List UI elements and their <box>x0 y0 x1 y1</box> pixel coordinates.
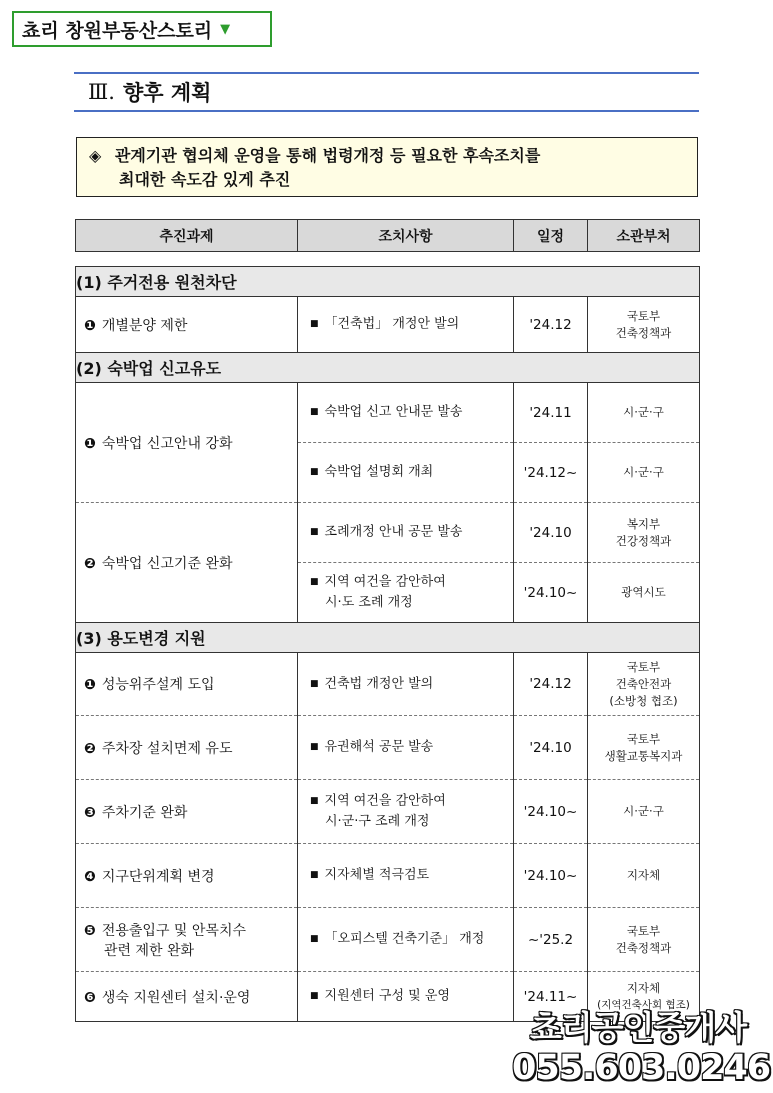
department-line: 국토부 <box>626 659 661 674</box>
task-cell <box>76 297 298 353</box>
square-bullet-icon: ■ <box>310 527 319 538</box>
square-bullet-icon: ■ <box>310 407 319 418</box>
task-text: 숙박업 신고기준 완화 <box>101 555 233 572</box>
task-cell <box>76 844 298 908</box>
action-text: 조례개정 안내 공문 발송 <box>324 524 463 540</box>
item-number: ❸ <box>84 804 96 821</box>
department-cell <box>588 716 700 780</box>
square-bullet-icon: ■ <box>310 934 319 945</box>
department-line: (지역건축사회 협조) <box>597 998 690 1011</box>
department-line: 건강정책과 <box>615 533 672 548</box>
department-cell: 지자체 <box>588 844 700 908</box>
table-row <box>76 383 700 443</box>
item-number: ❶ <box>84 317 96 334</box>
table-row <box>76 297 700 353</box>
action-text: 숙박업 신고 안내문 발송 <box>324 404 463 420</box>
header-task: 추진과제 <box>76 220 298 252</box>
section-number: Ⅲ. <box>88 80 115 104</box>
action-text: 건축법 개정안 발의 <box>324 676 434 692</box>
department-cell <box>588 908 700 972</box>
action-cell <box>298 844 514 908</box>
action-cell <box>298 383 514 443</box>
section-title: 향후 계획 <box>122 81 212 105</box>
watermark-phone: 055.603.0246 <box>512 1048 771 1088</box>
category-label: (1) 주거전용 원천차단 <box>76 267 700 297</box>
task-text: 개별분양 제한 <box>101 317 188 334</box>
item-number: ❶ <box>84 435 96 452</box>
blog-badge <box>12 11 272 47</box>
action-cell <box>298 908 514 972</box>
summary-line-2: 최대한 속도감 있게 추진 <box>119 170 291 189</box>
action-text: 숙박업 설명회 개최 <box>324 464 434 480</box>
square-bullet-icon: ■ <box>310 742 319 753</box>
department-line: (소방청 협조) <box>609 693 678 708</box>
task-text: 전용출입구 및 안목치수 <box>101 922 246 939</box>
category-row <box>76 623 700 653</box>
department-line: 복지부 <box>626 516 661 531</box>
action-text: 지역 여건을 감안하여 <box>324 574 446 590</box>
plan-table <box>75 219 700 1022</box>
square-bullet-icon: ■ <box>310 467 319 478</box>
action-cell <box>298 780 514 844</box>
action-text: 유권해석 공문 발송 <box>324 739 434 755</box>
square-bullet-icon: ■ <box>310 577 319 588</box>
task-cell <box>76 716 298 780</box>
action-cell <box>298 972 514 1022</box>
department-cell: 시·군·구 <box>588 383 700 443</box>
action-cell <box>298 716 514 780</box>
summary-box <box>76 137 698 197</box>
watermark <box>512 1008 771 1088</box>
schedule-cell: '24.12~ <box>514 443 588 503</box>
action-text: 지원센터 구성 및 운영 <box>324 988 450 1004</box>
section-heading <box>74 72 699 112</box>
category-label: (2) 숙박업 신고유도 <box>76 353 700 383</box>
task-text: 생숙 지원센터 설치·운영 <box>101 989 251 1006</box>
task-cell <box>76 908 298 972</box>
item-number: ❷ <box>84 555 96 572</box>
task-cell <box>76 503 298 623</box>
task-text: 지구단위계획 변경 <box>101 868 215 885</box>
department-line: 국토부 <box>626 731 661 746</box>
item-number: ❺ <box>84 922 96 939</box>
category-label: (3) 용도변경 지원 <box>76 623 700 653</box>
task-text: 주차장 설치면제 유도 <box>101 740 233 757</box>
department-cell <box>588 653 700 716</box>
schedule-cell: '24.12 <box>514 653 588 716</box>
action-text: 지역 여건을 감안하여 <box>324 793 446 809</box>
square-bullet-icon: ■ <box>310 870 319 881</box>
task-text: 주차기준 완화 <box>101 804 188 821</box>
diamond-bullet-icon: ◈ <box>89 146 102 165</box>
department-line: 건축정책과 <box>615 940 672 955</box>
schedule-cell: '24.11 <box>514 383 588 443</box>
table-header-row <box>76 220 700 252</box>
table-row <box>76 716 700 780</box>
schedule-cell: '24.10 <box>514 503 588 563</box>
task-cell <box>76 653 298 716</box>
task-cell <box>76 972 298 1022</box>
action-cell <box>298 503 514 563</box>
item-number: ❹ <box>84 868 96 885</box>
watermark-name: 쵸리공인중개사 <box>529 1008 747 1047</box>
action-text: 「건축법」 개정안 발의 <box>324 316 460 332</box>
action-text: 「오피스텔 건축기준」 개정 <box>324 931 485 947</box>
task-text: 성능위주설계 도입 <box>101 677 215 693</box>
action-cell <box>298 563 514 623</box>
square-bullet-icon: ■ <box>310 796 319 807</box>
item-number: ❻ <box>84 989 96 1006</box>
blog-badge-label: 쵸리 창원부동산스토리 <box>22 19 213 42</box>
department-cell: 광역시도 <box>588 563 700 623</box>
action-cell <box>298 443 514 503</box>
task-cell <box>76 780 298 844</box>
department-cell <box>588 297 700 353</box>
table-row <box>76 844 700 908</box>
department-line: 국토부 <box>626 308 661 323</box>
department-line: 국토부 <box>626 923 661 938</box>
action-cell <box>298 653 514 716</box>
department-line: 생활교통복지과 <box>604 748 683 763</box>
header-schedule: 일정 <box>514 220 588 252</box>
schedule-cell: '24.11~ <box>514 972 588 1022</box>
task-cell <box>76 383 298 503</box>
square-bullet-icon: ■ <box>310 991 319 1002</box>
action-text: 지자체별 적극검토 <box>324 867 430 883</box>
table-row <box>76 653 700 716</box>
schedule-cell: '24.12 <box>514 297 588 353</box>
schedule-cell: '24.10 <box>514 716 588 780</box>
action-text-line-2: 시·도 조례 개정 <box>325 594 413 610</box>
schedule-cell: ~'25.2 <box>514 908 588 972</box>
schedule-cell: '24.10~ <box>514 780 588 844</box>
table-row <box>76 908 700 972</box>
square-bullet-icon: ■ <box>310 678 319 689</box>
action-cell <box>298 297 514 353</box>
department-line: 건축정책과 <box>615 325 672 340</box>
triangle-down-icon: ▼ <box>220 21 231 37</box>
category-row <box>76 353 700 383</box>
schedule-cell: '24.10~ <box>514 563 588 623</box>
table-row <box>76 503 700 563</box>
department-cell: 시·군·구 <box>588 780 700 844</box>
department-cell: 시·군·구 <box>588 443 700 503</box>
table-row <box>76 780 700 844</box>
action-text-line-2: 시·군·구 조례 개정 <box>325 813 430 829</box>
schedule-cell: '24.10~ <box>514 844 588 908</box>
item-number: ❶ <box>84 677 96 693</box>
header-action: 조치사항 <box>298 220 514 252</box>
summary-line-1: 관계기관 협의체 운영을 통해 법령개정 등 필요한 후속조치를 <box>114 146 541 165</box>
item-number: ❷ <box>84 740 96 757</box>
department-line: 건축안전과 <box>615 676 672 691</box>
task-text-line-2: 관련 제한 완화 <box>104 942 195 959</box>
square-bullet-icon: ■ <box>310 319 319 330</box>
department-line: 지자체 <box>626 980 661 995</box>
header-department: 소관부처 <box>588 220 700 252</box>
task-text: 숙박업 신고안내 강화 <box>101 435 233 452</box>
department-cell <box>588 503 700 563</box>
category-row <box>76 267 700 297</box>
